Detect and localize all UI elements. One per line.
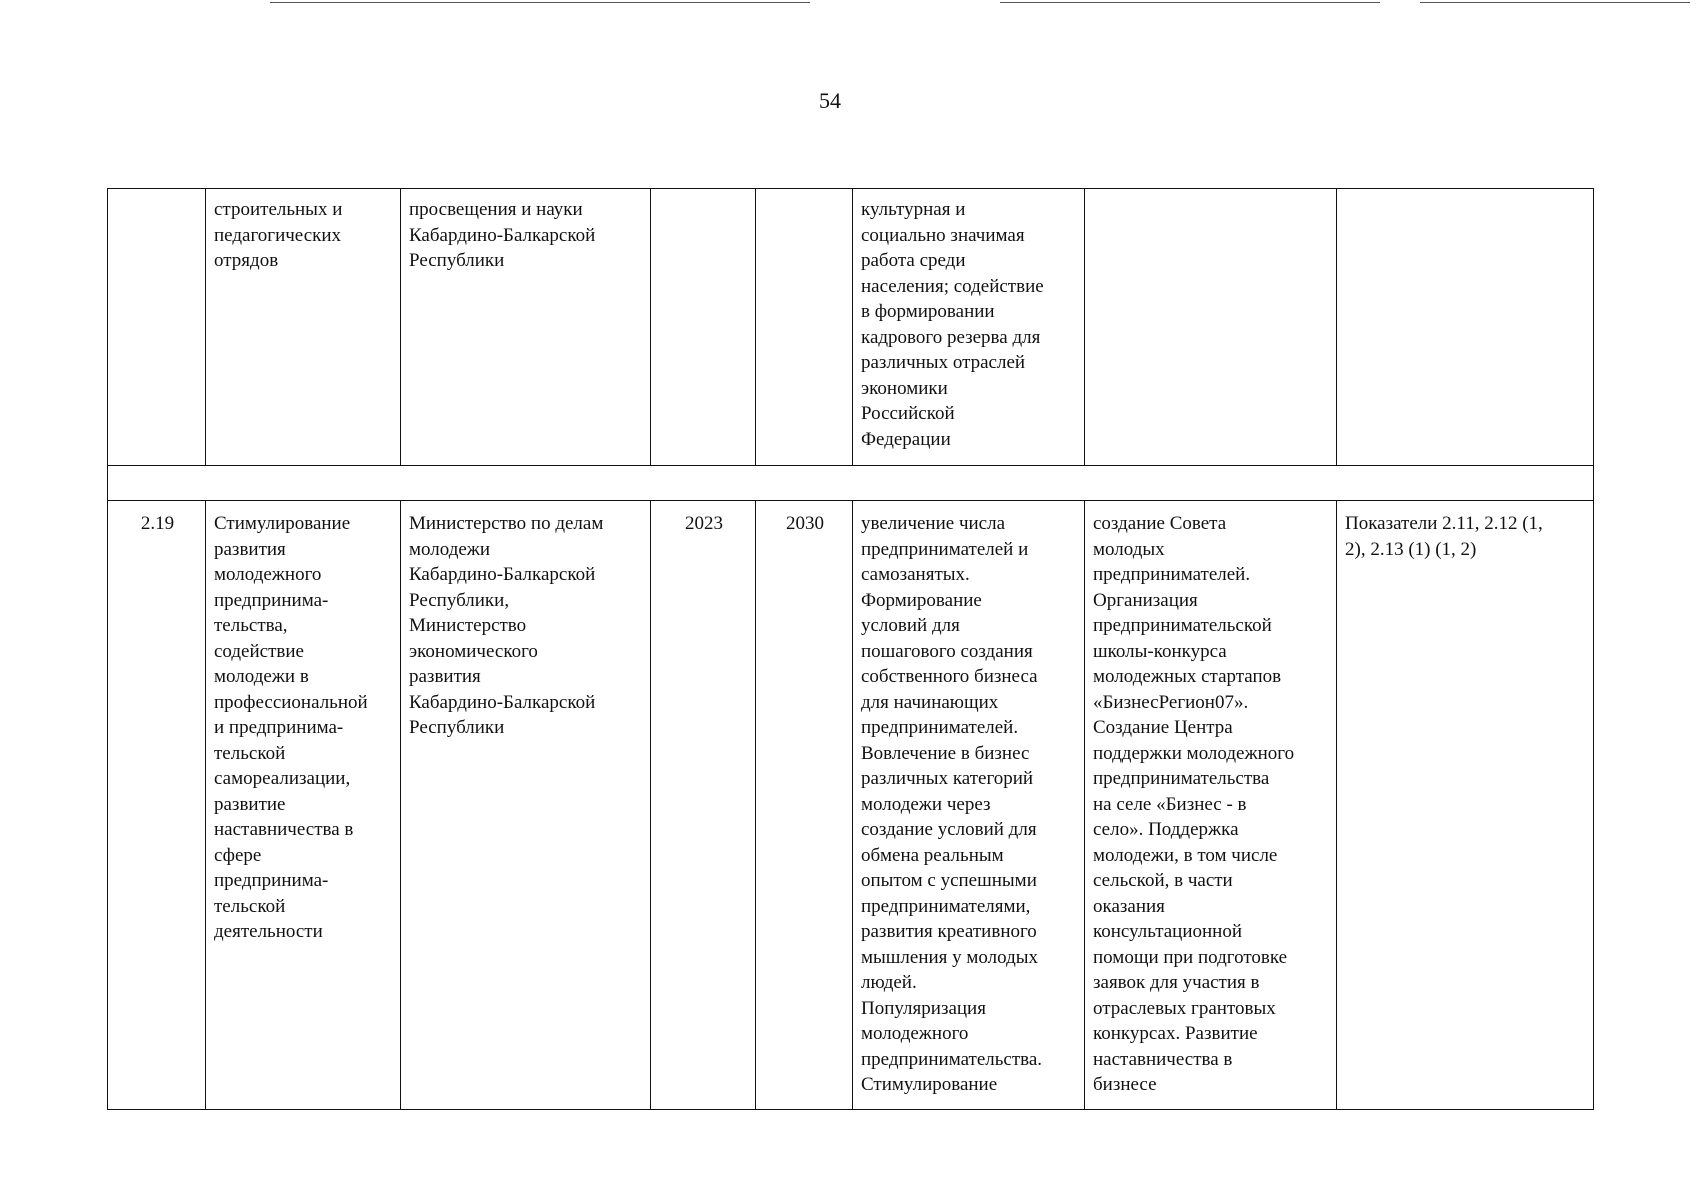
measures-table	[107, 188, 1594, 1110]
table-spacer-row	[108, 466, 1594, 501]
scan-edge-line-left	[270, 2, 810, 3]
cell-expected-result: культурная и социально значимая работа среди населения; содействие в формировании кадрового резерва для различных отраслей экономики Российской Федерации	[853, 189, 1085, 466]
cell-actions: создание Совета молодых предпринимателей. Организация предпринимательской школы-конкурса молодежных стартапов «БизнесРегион07». Создание Центра поддержки молодежного предпринимательства на селе «Бизнес - в село». Поддержка молодежи, в том числе сельской, в части оказания консультационной помощи при подготовке заявок для участия в отраслевых грантовых конкурсах. Развитие наставничества в бизнесе	[1085, 501, 1337, 1110]
cell-number: 2.19	[108, 501, 206, 1110]
cell-indicators: Показатели 2.11, 2.12 (1, 2), 2.13 (1) (1, 2)	[1337, 501, 1594, 1110]
cell-expected-result: увеличение числа предпринимателей и самозанятых. Формирование условий для пошагового создания собственного бизнеса для начинающих предпринимателей. Вовлечение в бизнес различных категорий молодежи через создание условий для обмена реальным опытом с успешными предпринимателями, развития креативного мышления у молодых людей. Популяризация молодежного предпринимательства. Стимулирование	[853, 501, 1085, 1110]
cell-indicators	[1337, 189, 1594, 466]
cell-end-year: 2030	[756, 501, 853, 1110]
cell-measure-name: Стимулирование развития молодежного предпринима- тельства, содействие молодежи в профессиональной и предпринима- тельской самореализации, развитие наставничества в сфере предпринима- тельской деятельности	[206, 501, 401, 1110]
cell-end-year	[756, 189, 853, 466]
cell-start-year	[651, 189, 756, 466]
cell-number	[108, 189, 206, 466]
table-row	[108, 501, 1594, 1110]
cell-measure-name: строительных и педагогических отрядов	[206, 189, 401, 466]
spacer-cell	[108, 466, 1594, 501]
cell-executor: Министерство по делам молодежи Кабардино-Балкарской Республики, Министерство экономического развития Кабардино-Балкарской Республики	[401, 501, 651, 1110]
cell-start-year: 2023	[651, 501, 756, 1110]
table-row	[108, 189, 1594, 466]
scan-edge-line-mid	[1000, 2, 1380, 3]
cell-actions	[1085, 189, 1337, 466]
cell-executor: просвещения и науки Кабардино-Балкарской Республики	[401, 189, 651, 466]
page-number: 54	[819, 88, 841, 113]
scan-edge-line-right	[1420, 2, 1690, 3]
